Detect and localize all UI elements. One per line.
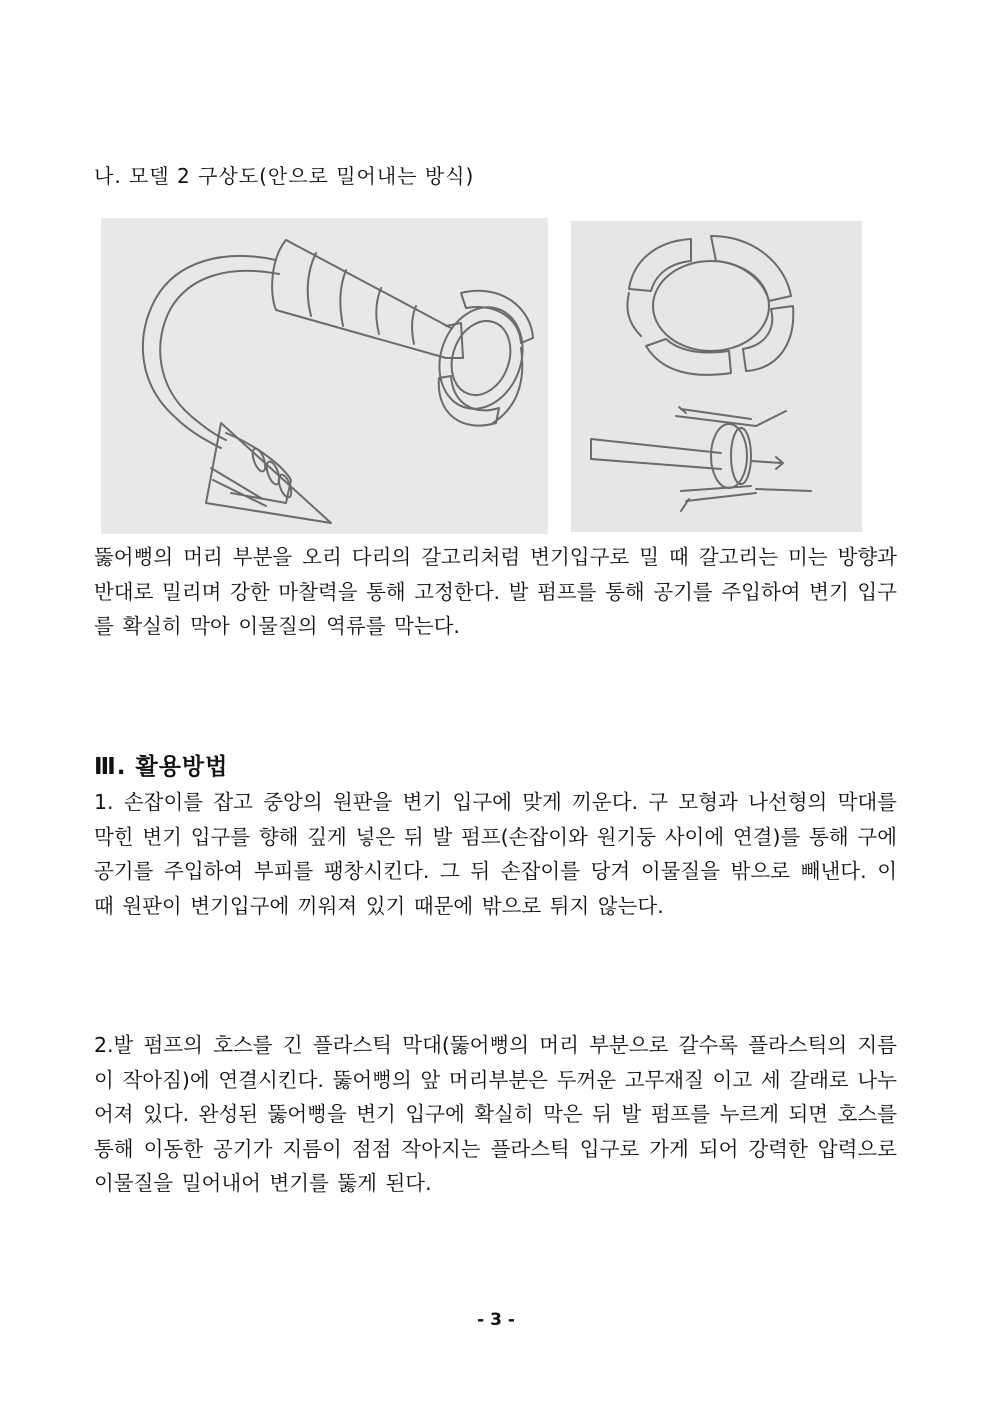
usage-paragraph-1: 1. 손잡이를 잡고 중앙의 원판을 변기 입구에 맞게 끼운다. 구 모형과 나선형의 막대를 막힌 변기 입구를 향해 깊게 넣은 뒤 발 펌프(손잡이와 원기둥 사이에 연결)를 통해 구에 공기를 주입하여 부피를 팽창시킨다. 그 뒤 손잡이를 당겨 이물질을 밖으로 빼낸다. 이 때 원판이 변기입구에 끼워져 있기 때문에 밖으로 튀지 않는다. [94, 790, 897, 918]
sketch-plunger-drawing [101, 218, 548, 534]
description-paragraph-1: 뚫어뻥의 머리 부분을 오리 다리의 갈고리처럼 변기입구로 밀 때 갈고리는 미는 방향과 반대로 밀리며 강한 마찰력을 통해 고정한다. 발 펌프를 통해 공기를 주입하여 변기 입구를 확실히 막아 이물질의 역류를 막는다. [94, 545, 897, 638]
sketch-ring-image [571, 221, 862, 532]
sketch-plunger-image [101, 218, 548, 534]
figure-caption-title: 나. 모델 2 구상도(안으로 밀어내는 방식) [94, 164, 475, 188]
sketch-ring-drawing [571, 221, 862, 532]
usage-paragraph-2: 2.발 펌프의 호스를 긴 플라스틱 막대(뚫어뻥의 머리 부분으로 갈수록 플라스틱의 지름이 작아짐)에 연결시킨다. 뚫어뻥의 앞 머리부분은 두꺼운 고무재질 이고 세 갈래로 나누어져 있다. 완성된 뚫어뻥을 변기 입구에 확실히 막은 뒤 발 펌프를 누르게 되면 호스를 통해 이동한 공기가 지름이 점점 작아지는 플라스틱 입구로 가게 되어 강력한 압력으로 이물질을 밀어내어 변기를 뚫게 된다. [94, 1033, 897, 1195]
page-number: - 3 - [477, 1310, 515, 1330]
section-heading: Ⅲ. 활용방법 [94, 754, 229, 780]
